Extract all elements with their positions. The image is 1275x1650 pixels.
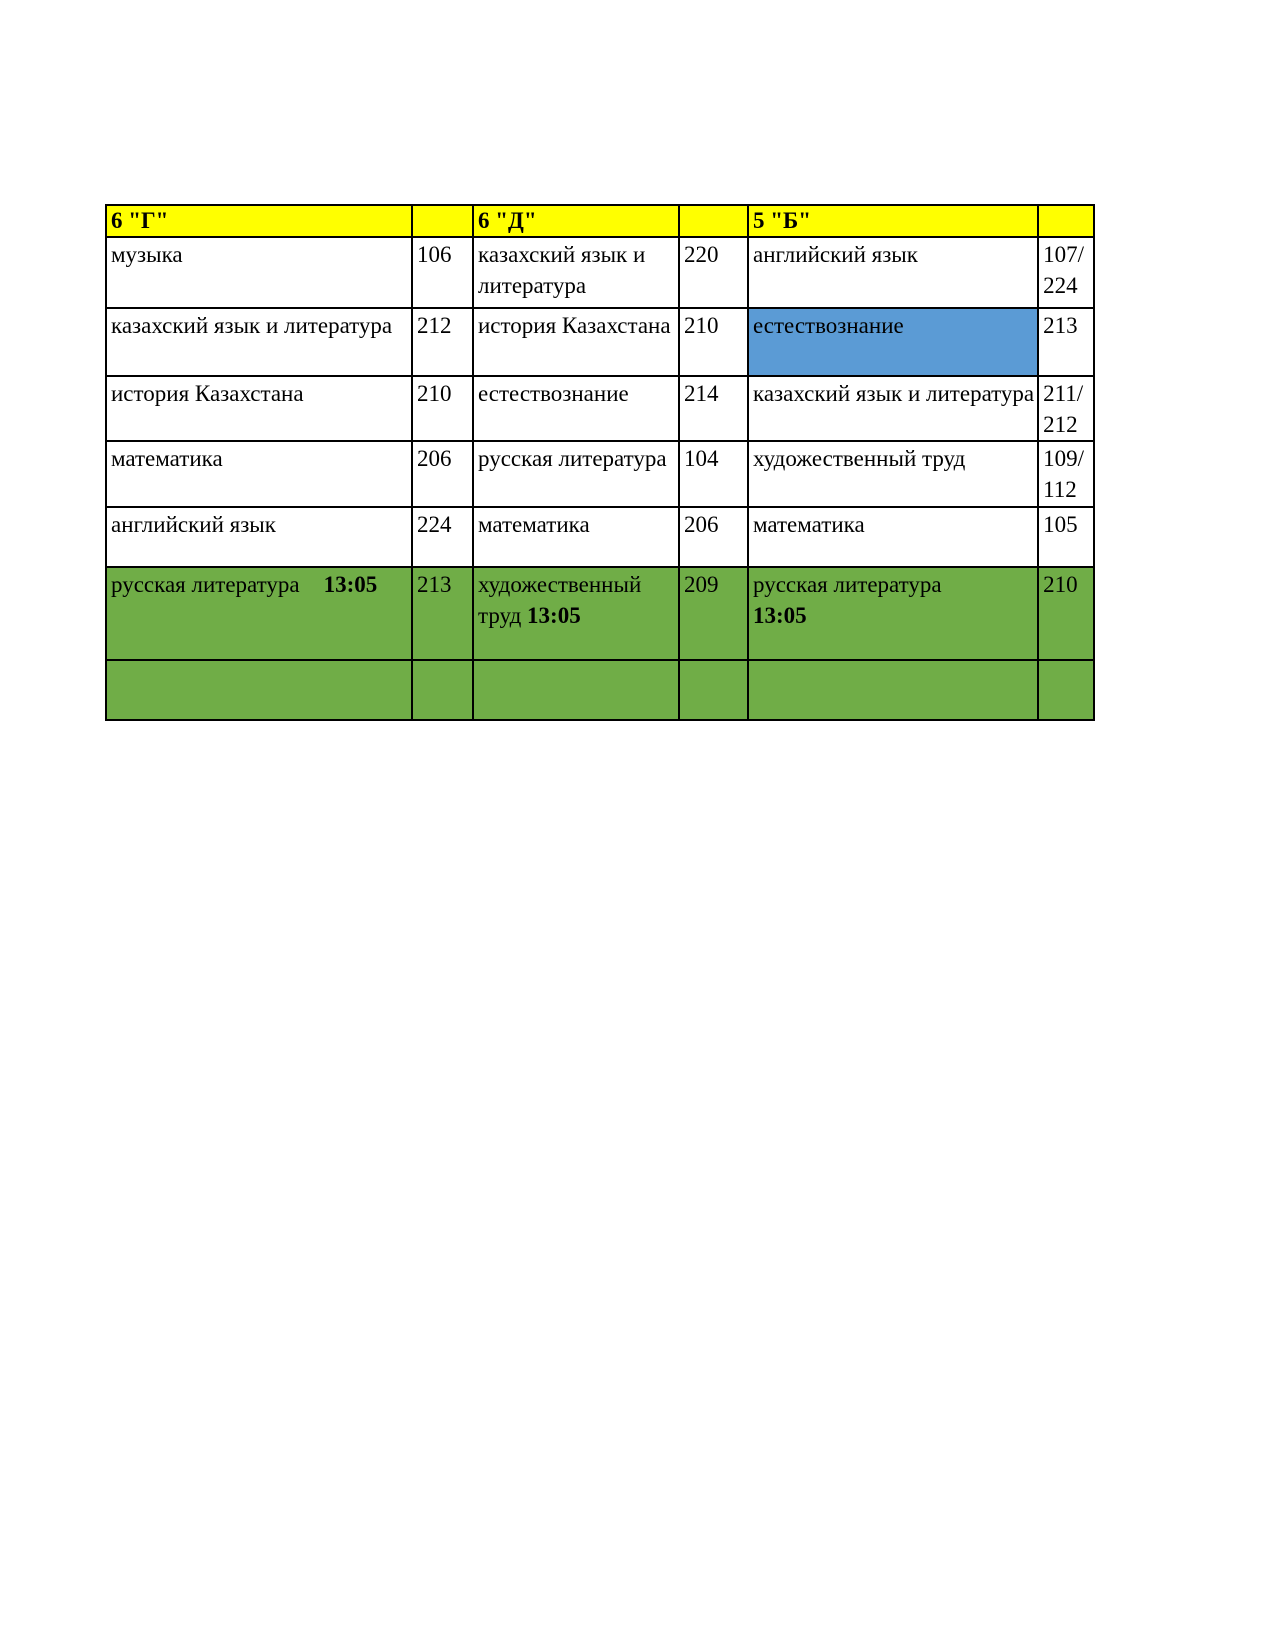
subject-cell: история Казахстана — [473, 308, 679, 376]
room-cell: 214 — [679, 376, 748, 441]
subject-cell: казахский язык и литература — [473, 237, 679, 308]
empty-row — [106, 660, 1094, 720]
room-cell: 109/ 112 — [1038, 441, 1094, 507]
subject-text: художественный труд — [478, 572, 642, 628]
subject-cell: казахский язык и литература — [106, 308, 412, 376]
lesson-row-6 — [106, 567, 1094, 660]
start-time: 13:05 — [323, 572, 378, 597]
lesson-row-2 — [106, 308, 1094, 376]
room-cell: 209 — [679, 567, 748, 660]
subject-cell: русская литература — [473, 441, 679, 507]
room-cell: 212 — [412, 308, 473, 376]
room-cell: 106 — [412, 237, 473, 308]
subject-cell: музыка — [106, 237, 412, 308]
subject-cell: математика — [748, 507, 1038, 567]
empty-cell — [412, 660, 473, 720]
room-cell: 211/ 212 — [1038, 376, 1094, 441]
room-cell: 210 — [412, 376, 473, 441]
subject-cell — [473, 567, 679, 660]
header-row — [106, 205, 1094, 237]
class-header-5b: 5 "Б" — [748, 205, 1038, 237]
room-header-cell — [412, 205, 473, 237]
lesson-row-3 — [106, 376, 1094, 441]
room-header-cell — [1038, 205, 1094, 237]
subject-cell — [748, 567, 1038, 660]
empty-cell — [106, 660, 412, 720]
class-header-6g: 6 "Г" — [106, 205, 412, 237]
class-header-6d: 6 "Д" — [473, 205, 679, 237]
lesson-row-1 — [106, 237, 1094, 308]
subject-cell: математика — [473, 507, 679, 567]
room-cell: 107/ 224 — [1038, 237, 1094, 308]
subject-cell: математика — [106, 441, 412, 507]
room-cell: 213 — [1038, 308, 1094, 376]
empty-cell — [679, 660, 748, 720]
start-time: 13:05 — [753, 603, 807, 628]
room-cell: 105 — [1038, 507, 1094, 567]
room-cell: 224 — [412, 507, 473, 567]
room-cell: 104 — [679, 441, 748, 507]
empty-cell — [1038, 660, 1094, 720]
lesson-row-5 — [106, 507, 1094, 567]
schedule-table — [105, 204, 1095, 721]
empty-cell — [473, 660, 679, 720]
room-cell: 210 — [1038, 567, 1094, 660]
subject-text: русская литература — [111, 572, 300, 597]
subject-text: русская литература — [753, 572, 942, 597]
room-cell: 206 — [679, 507, 748, 567]
subject-cell: история Казахстана — [106, 376, 412, 441]
subject-cell: английский язык — [748, 237, 1038, 308]
empty-cell — [748, 660, 1038, 720]
subject-cell — [106, 567, 412, 660]
subject-cell: английский язык — [106, 507, 412, 567]
room-cell: 210 — [679, 308, 748, 376]
subject-cell: казахский язык и литература — [748, 376, 1038, 441]
room-cell: 213 — [412, 567, 473, 660]
start-time: 13:05 — [527, 603, 581, 628]
lesson-row-4 — [106, 441, 1094, 507]
subject-cell: художественный труд — [748, 441, 1038, 507]
subject-cell: естествознание — [473, 376, 679, 441]
room-cell: 206 — [412, 441, 473, 507]
subject-cell-highlighted: естествознание — [748, 308, 1038, 376]
room-header-cell — [679, 205, 748, 237]
room-cell: 220 — [679, 237, 748, 308]
